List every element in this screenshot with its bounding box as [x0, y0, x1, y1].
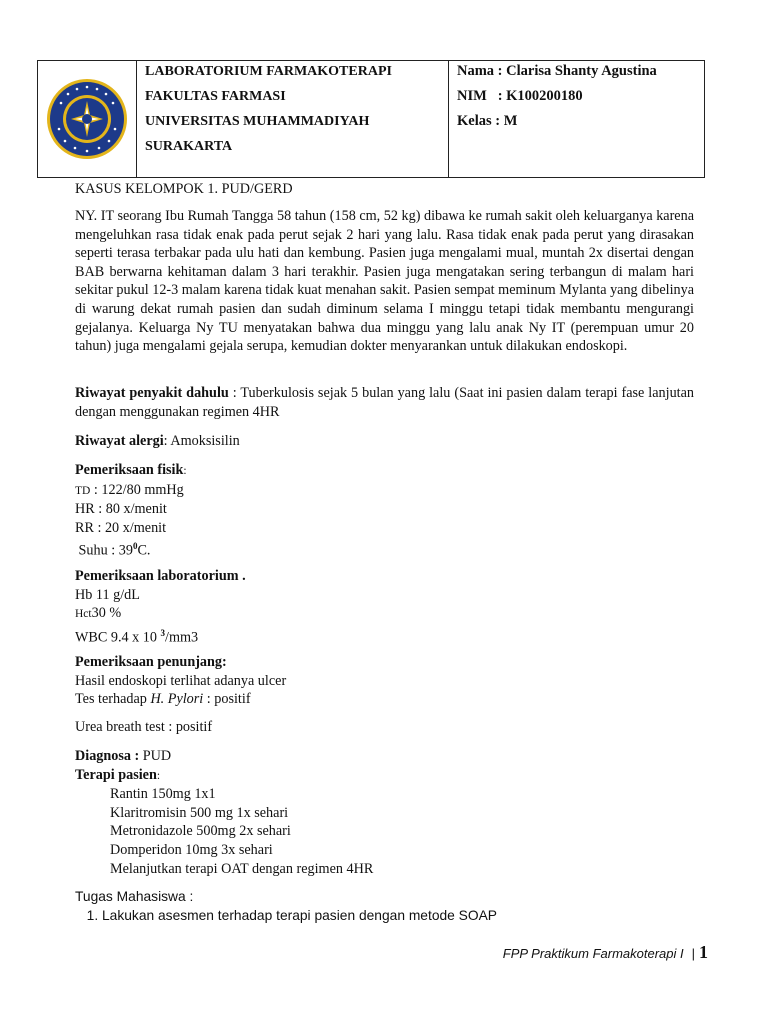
- history-paragraph: [75, 384, 694, 421]
- hr-line: HR : 80 x/menit: [75, 501, 167, 518]
- student-nim: [457, 84, 696, 109]
- temperature-line: [75, 537, 694, 560]
- institution-line: LABORATORIUM FARMAKOTERAPI: [145, 64, 392, 79]
- hct-value: 30 %: [91, 605, 122, 622]
- allergy-text: : Amoksisilin: [163, 433, 240, 449]
- footer-text: FPP Praktikum Farmakoterapi I: [502, 946, 684, 961]
- tasks: [75, 888, 694, 925]
- lab-exam-label: Pemeriksaan laboratorium .: [75, 568, 246, 584]
- therapy-item: Klaritromisin 500 mg 1x sehari: [110, 804, 289, 821]
- hpylori-line: [75, 690, 694, 709]
- allergy-line: [75, 432, 694, 451]
- page-footer: [503, 942, 708, 963]
- student-name: Nama : Clarisa Shanty Agustina: [457, 63, 657, 79]
- header-table: [37, 60, 705, 178]
- history-label: Riwayat penyakit dahulu: [75, 385, 229, 401]
- hpylori-name: H. Pylori: [150, 691, 204, 708]
- hpylori-result: : positif: [203, 691, 251, 708]
- therapy-item: Domperidon 10mg 3x sehari: [110, 841, 273, 858]
- allergy-label: Riwayat alergi: [75, 433, 164, 449]
- institution-line: SURAKARTA: [145, 139, 233, 154]
- rr-line: RR : 20 x/menit: [75, 519, 167, 536]
- support-exam: [75, 653, 694, 709]
- institution-cell: [137, 61, 449, 177]
- nim-value: : K100200180: [497, 88, 583, 104]
- lab-exam: [75, 567, 694, 647]
- physical-exam-colon: :: [183, 465, 187, 477]
- temp-unit: C.: [137, 543, 151, 560]
- temp-degree: 0: [132, 541, 138, 552]
- wbc-prefix: WBC 9.4 x 10: [75, 629, 161, 646]
- temp-prefix: Suhu : 39: [78, 543, 133, 560]
- wbc-unit: /mm3: [165, 629, 199, 646]
- nim-label: NIM: [457, 88, 487, 104]
- page-number: 1: [699, 942, 708, 962]
- therapy-label: Terapi pasien: [75, 766, 157, 783]
- university-logo: [45, 77, 129, 161]
- diagnosis-therapy: [75, 747, 694, 878]
- class-value: : M: [495, 113, 518, 129]
- diagnosis-line: [75, 747, 694, 766]
- footer-separator: |: [691, 946, 695, 961]
- physical-exam: [75, 461, 694, 561]
- student-class: [457, 109, 696, 134]
- support-exam-label: Pemeriksaan penunjang:: [75, 654, 227, 670]
- td-line: [75, 481, 694, 501]
- student-info-cell: [449, 61, 704, 177]
- task-item: 1. Lakukan asesmen terhadap terapi pasien dengan metode SOAP: [102, 907, 694, 926]
- tasks-label: Tugas Mahasiswa :: [75, 889, 194, 904]
- diagnosis-label: Diagnosa :: [75, 748, 140, 764]
- class-label: Kelas: [457, 113, 492, 129]
- td-value: : 122/80 mmHg: [90, 481, 184, 498]
- institution-line: UNIVERSITAS MUHAMMADIYAH: [145, 114, 370, 129]
- hct-label: Hct: [75, 608, 92, 621]
- wbc-line: [75, 624, 694, 647]
- hct-line: [75, 604, 694, 624]
- wbc-exponent: 3: [160, 627, 166, 638]
- physical-exam-label: Pemeriksaan fisik: [75, 462, 184, 478]
- case-description: NY. IT seorang Ibu Rumah Tangga 58 tahun (158 cm, 52 kg) dibawa ke rumah sakit oleh keluarganya karena mengeluhkan rasa tidak enak pada perut sejak 2 hari yang lalu. Rasa tidak enak pada perut yang dirasakan seperti terasa terbakar pada ulu hati dan kembung. Pasien juga mengalami mual, muntah 2x disertai dengan BAB berwarna kehitaman dalam 3 hari terakhir. Pasien juga mengatakan sering terbangun di malam hari sekitar pukul 12-3 malam karena tidak kuat menahan sakit. Pasien sempat meminum Mylanta yang dibelinya di warung dekat rumah pasien dan sudah diminum selama I minggu tetapi tidak membantu mengurangi gejalanya. Keluarga Ny TU menyatakan bahwa dua minggu yang lalu anak Ny IT (perempuan umur 20 tahun) juga mengalami gejala serupa, kemudian dokter menyarankan untuk dilakukan endoskopi.: [75, 208, 694, 355]
- history-text: : Tuberkulosis sejak 5 bulan yang lalu (Saat ini pasien dalam terapi fase lanjutan dengan menggunakan regimen 4HR: [75, 385, 694, 420]
- therapy-item: Metronidazole 500mg 2x sehari: [110, 823, 291, 840]
- therapy-item: Melanjutkan terapi OAT dengan regimen 4HR: [110, 860, 374, 877]
- td-label: TD: [75, 484, 91, 497]
- therapy-item: Rantin 150mg 1x1: [110, 786, 216, 803]
- hb-line: Hb 11 g/dL: [75, 586, 140, 603]
- urea-breath-line: Urea breath test : positif: [75, 719, 213, 735]
- endoscopy-line: Hasil endoskopi terlihat adanya ulcer: [75, 672, 287, 689]
- hpylori-prefix: Tes terhadap: [75, 691, 151, 708]
- diagnosis-value: PUD: [139, 748, 172, 764]
- case-title: KASUS KELOMPOK 1. PUD/GERD: [75, 181, 293, 197]
- logo-cell: [38, 61, 137, 177]
- institution-line: FAKULTAS FARMASI: [145, 89, 286, 104]
- therapy-colon: :: [156, 769, 161, 782]
